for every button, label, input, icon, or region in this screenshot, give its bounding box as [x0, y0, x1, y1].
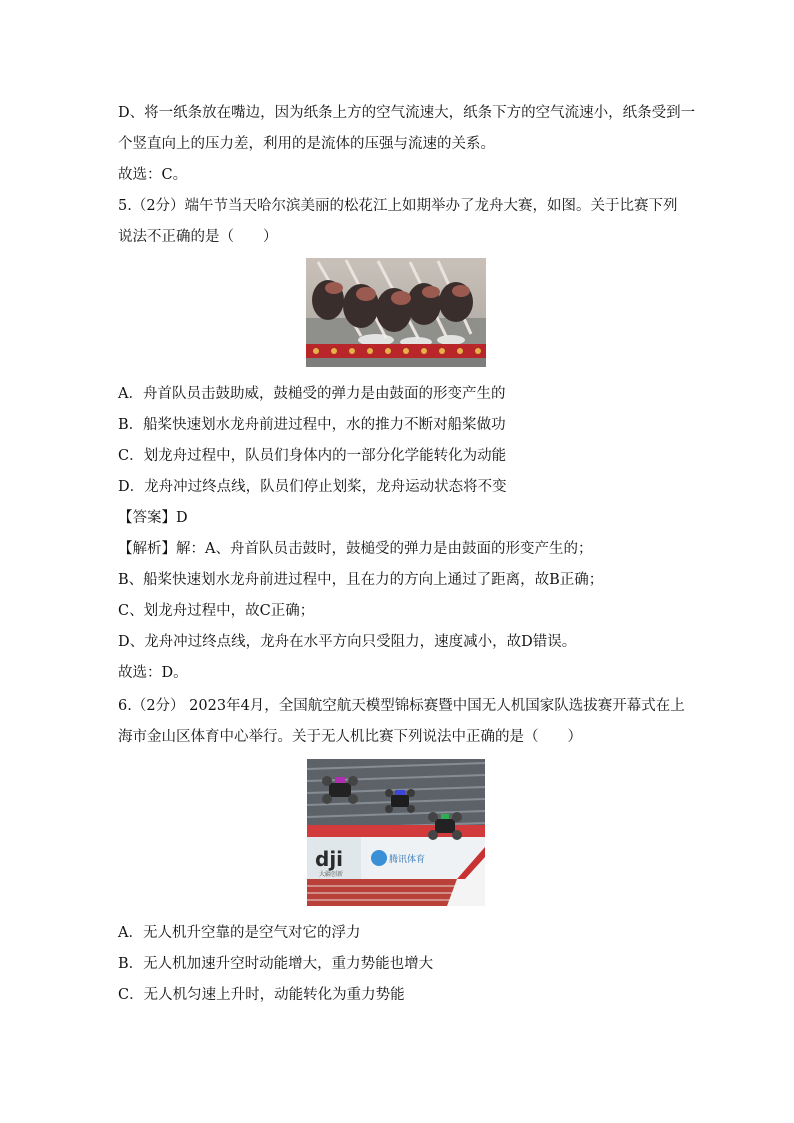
question-5-stem: 5.（2分）端午节当天哈尔滨美丽的松花江上如期举办了龙舟大赛，如图。关于比赛下列	[118, 198, 678, 214]
option-b: B．船桨快速划水龙舟前进过程中，水的推力不断对船桨做功	[118, 417, 506, 433]
analysis: B、船桨快速划水龙舟前进过程中，且在力的方向上通过了距离，故B正确；	[118, 572, 604, 588]
option-c: C．无人机匀速上升时，动能转化为重力势能	[118, 987, 405, 1003]
analysis: D、龙舟冲过终点线，龙舟在水平方向只受阻力，速度减小，故D错误。	[118, 634, 577, 650]
dji-logo: dji	[315, 847, 344, 871]
text-line: 个竖直向上的压力差，利用的是流体的压强与流速的关系。	[118, 136, 495, 152]
option-c: C．划龙舟过程中，队员们身体内的一部分化学能转化为动能	[118, 448, 507, 464]
sponsor-logo: 腾讯体育	[389, 855, 426, 865]
option-a: A．舟首队员击鼓助威，鼓槌受的弹力是由鼓面的形变产生的	[118, 386, 506, 402]
option-d: D．龙舟冲过终点线，队员们停止划桨，龙舟运动状态将不变	[118, 479, 507, 495]
answer: 【答案】D	[118, 510, 188, 526]
option-b: B．无人机加速升空时动能增大，重力势能也增大	[118, 956, 434, 972]
option-a: A．无人机升空靠的是空气对它的浮力	[118, 925, 361, 941]
question-6-stem: 海市金山区体育中心举行。关于无人机比赛下列说法中正确的是（ ）	[118, 729, 582, 745]
analysis: C、划龙舟过程中，故C正确；	[118, 603, 315, 619]
text-line: 故选：C。	[118, 167, 188, 183]
question-6-stem: 6.（2分） 2023年4月，全国航空航天模型锦标赛暨中国无人机国家队选拔赛开幕式在上	[118, 698, 685, 714]
dragon-boat-photo	[306, 258, 486, 367]
answer-choice: 故选：D。	[118, 665, 188, 681]
dji-subtext: 大疆创新	[319, 871, 344, 878]
question-5-stem: 说法不正确的是（ ）	[118, 229, 278, 245]
drone-race-photo	[307, 759, 485, 906]
analysis: 【解析】解：A、舟首队员击鼓时，鼓槌受的弹力是由鼓面的形变产生的；	[118, 541, 593, 557]
text-line: D、将一纸条放在嘴边，因为纸条上方的空气流速大，纸条下方的空气流速小，纸条受到一	[118, 105, 696, 121]
